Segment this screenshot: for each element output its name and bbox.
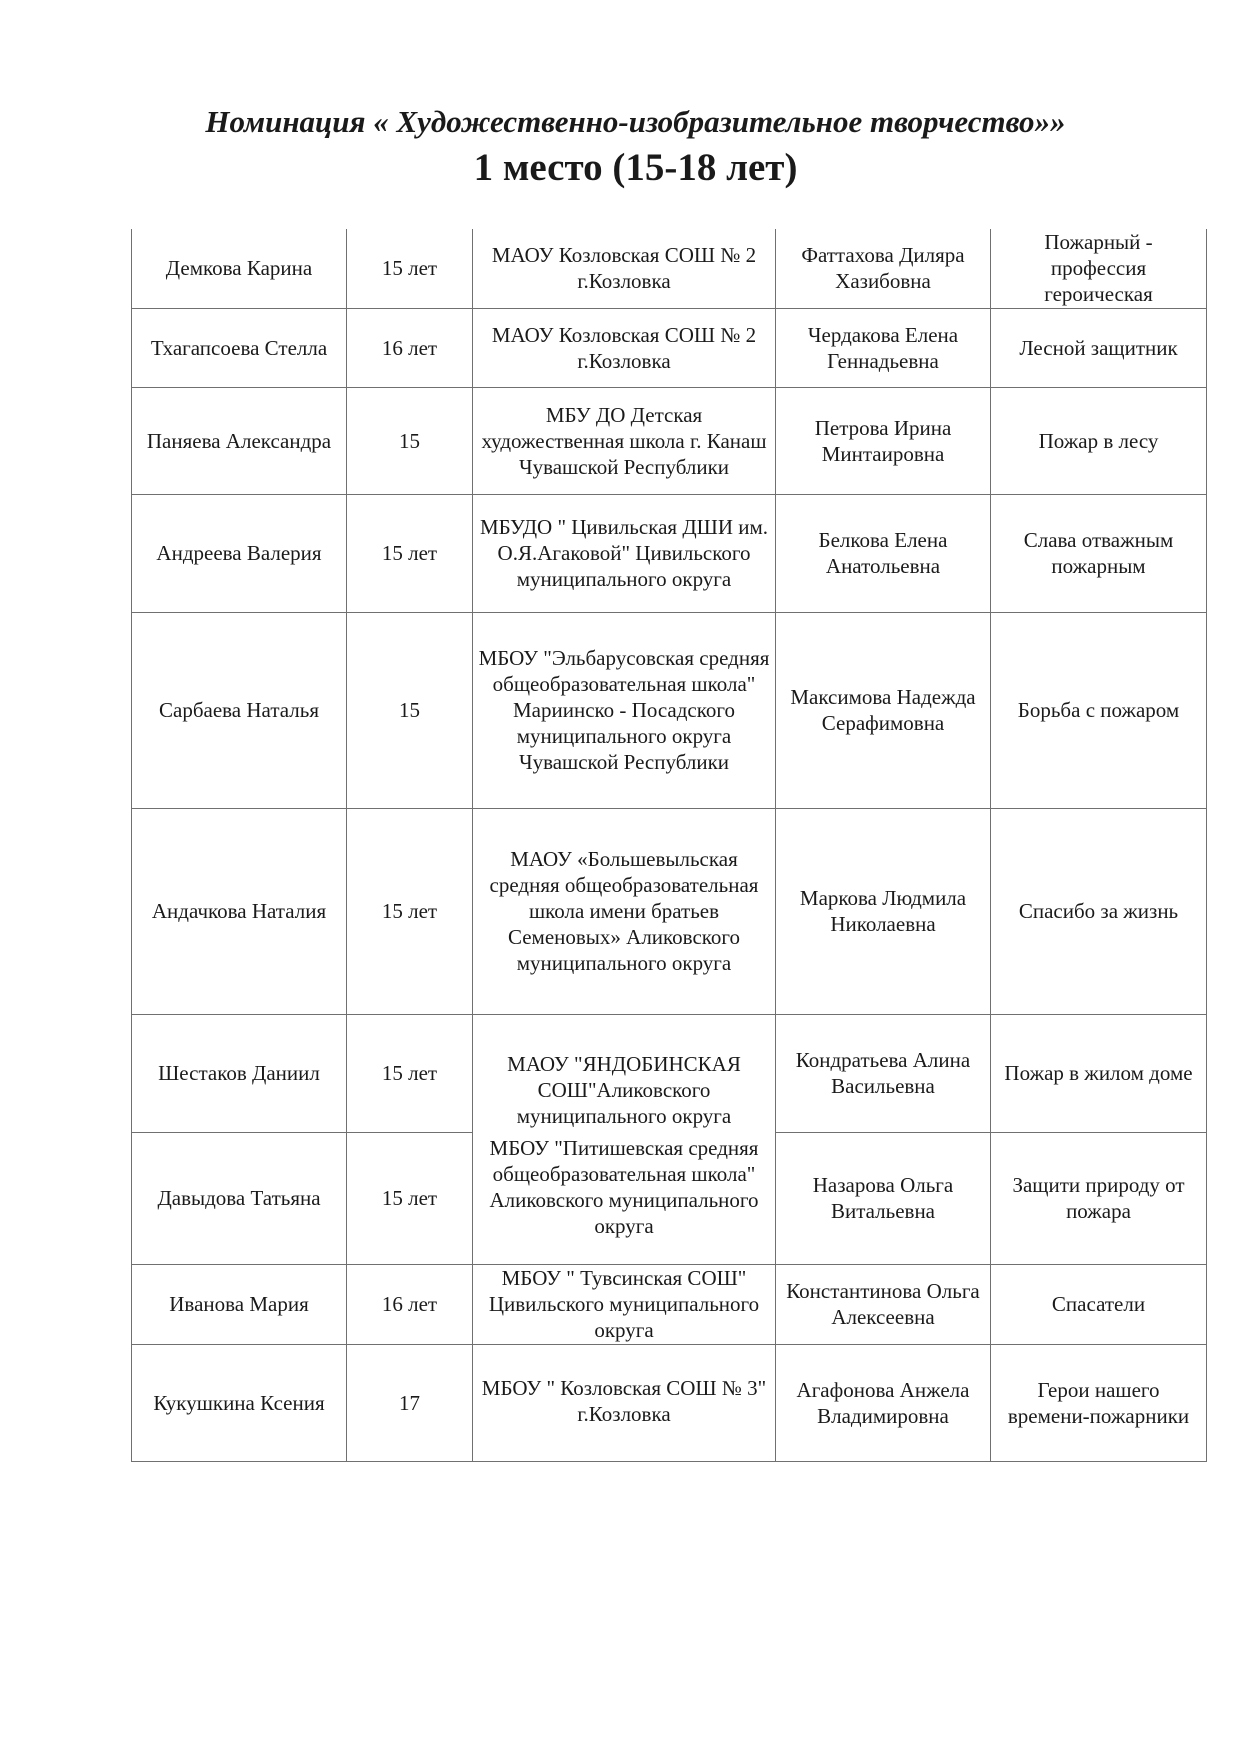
school-name: МБУДО " Цивильская ДШИ им. О.Я.Агаковой" Цивильского муниципального округа bbox=[473, 494, 776, 612]
teacher-name: Чердакова Елена Геннадьевна bbox=[776, 308, 991, 387]
table-row bbox=[132, 229, 1207, 308]
teacher-name: Агафонова Анжела Владимировна bbox=[776, 1344, 991, 1461]
participant-age: 15 bbox=[347, 612, 473, 808]
table-row bbox=[132, 387, 1207, 494]
school-name: МАОУ «Большевыльская средняя общеобразовательная школа имени братьев Семеновых» Аликовского муниципального округа bbox=[473, 808, 776, 1014]
teacher-name: Белкова Елена Анатольевна bbox=[776, 494, 991, 612]
participant-name: Шестаков Даниил bbox=[132, 1014, 347, 1132]
teacher-name: Фаттахова Диляра Хазибовна bbox=[776, 229, 991, 308]
participant-age: 16 лет bbox=[347, 1264, 473, 1344]
school-name: МАОУ Козловская СОШ № 2 г.Козловка bbox=[473, 308, 776, 387]
school-name: МБОУ "Питишевская средняя общеобразовательная школа" Аликовского муниципального округа bbox=[489, 1136, 759, 1238]
school-name-merged bbox=[473, 1014, 776, 1264]
table-row bbox=[132, 1344, 1207, 1461]
participant-name: Тхагапсоева Стелла bbox=[132, 308, 347, 387]
school-name: МБОУ "Эльбарусовская средняя общеобразовательная школа" Мариинско - Посадского муниципального округа Чувашской Республики bbox=[473, 612, 776, 808]
participant-name: Сарбаева Наталья bbox=[132, 612, 347, 808]
teacher-name: Назарова Ольга Витальевна bbox=[776, 1132, 991, 1264]
teacher-name: Маркова Людмила Николаевна bbox=[776, 808, 991, 1014]
participant-age: 15 bbox=[347, 387, 473, 494]
participant-name: Иванова Мария bbox=[132, 1264, 347, 1344]
participant-name: Кукушкина Ксения bbox=[132, 1344, 347, 1461]
work-title: Защити природу от пожара bbox=[991, 1132, 1207, 1264]
table-row bbox=[132, 494, 1207, 612]
participant-age: 15 лет bbox=[347, 1132, 473, 1264]
teacher-name: Максимова Надежда Серафимовна bbox=[776, 612, 991, 808]
participant-name: Паняева Александра bbox=[132, 387, 347, 494]
work-title: Слава отважным пожарным bbox=[991, 494, 1207, 612]
participant-name: Андачкова Наталия bbox=[132, 808, 347, 1014]
school-name: МБОУ " Козловская СОШ № 3" г.Козловка bbox=[473, 1344, 776, 1461]
winners-table bbox=[131, 229, 1207, 1462]
participant-age: 16 лет bbox=[347, 308, 473, 387]
work-title: Спасибо за жизнь bbox=[991, 808, 1207, 1014]
work-title: Лесной защитник bbox=[991, 308, 1207, 387]
table-row bbox=[132, 808, 1207, 1014]
nomination-title: Номинация « Художественно-изобразительное творчество»» bbox=[205, 104, 1066, 139]
participant-age: 15 лет bbox=[347, 1014, 473, 1132]
participant-age: 15 лет bbox=[347, 494, 473, 612]
teacher-name: Константинова Ольга Алексеевна bbox=[776, 1264, 991, 1344]
school-name: МАОУ Козловская СОШ № 2 г.Козловка bbox=[473, 229, 776, 308]
teacher-name: Кондратьева Алина Васильевна bbox=[776, 1014, 991, 1132]
table-row bbox=[132, 1264, 1207, 1344]
table-row bbox=[132, 612, 1207, 808]
school-name: МБОУ " Тувсинская СОШ" Цивильского муниципального округа bbox=[473, 1264, 776, 1344]
place-title: 1 место (15-18 лет) bbox=[473, 146, 798, 189]
work-title: Спасатели bbox=[991, 1264, 1207, 1344]
participant-name: Давыдова Татьяна bbox=[132, 1132, 347, 1264]
teacher-name: Петрова Ирина Минтаировна bbox=[776, 387, 991, 494]
participant-age: 17 bbox=[347, 1344, 473, 1461]
work-title: Пожар в жилом доме bbox=[991, 1014, 1207, 1132]
participant-name: Демкова Карина bbox=[132, 229, 347, 308]
participant-name: Андреева Валерия bbox=[132, 494, 347, 612]
school-name: МАОУ "ЯНДОБИНСКАЯ СОШ"Аликовского муниципального округа bbox=[507, 1052, 741, 1128]
work-title: Пожарный - профессия героическая bbox=[991, 229, 1207, 308]
table-row bbox=[132, 308, 1207, 387]
participant-age: 15 лет bbox=[347, 229, 473, 308]
school-name: МБУ ДО Детская художественная школа г. Канаш Чувашской Республики bbox=[473, 387, 776, 494]
work-title: Герои нашего времени-пожарники bbox=[991, 1344, 1207, 1461]
work-title: Пожар в лесу bbox=[991, 387, 1207, 494]
work-title: Борьба с пожаром bbox=[991, 612, 1207, 808]
participant-age: 15 лет bbox=[347, 808, 473, 1014]
table-row bbox=[132, 1014, 1207, 1132]
